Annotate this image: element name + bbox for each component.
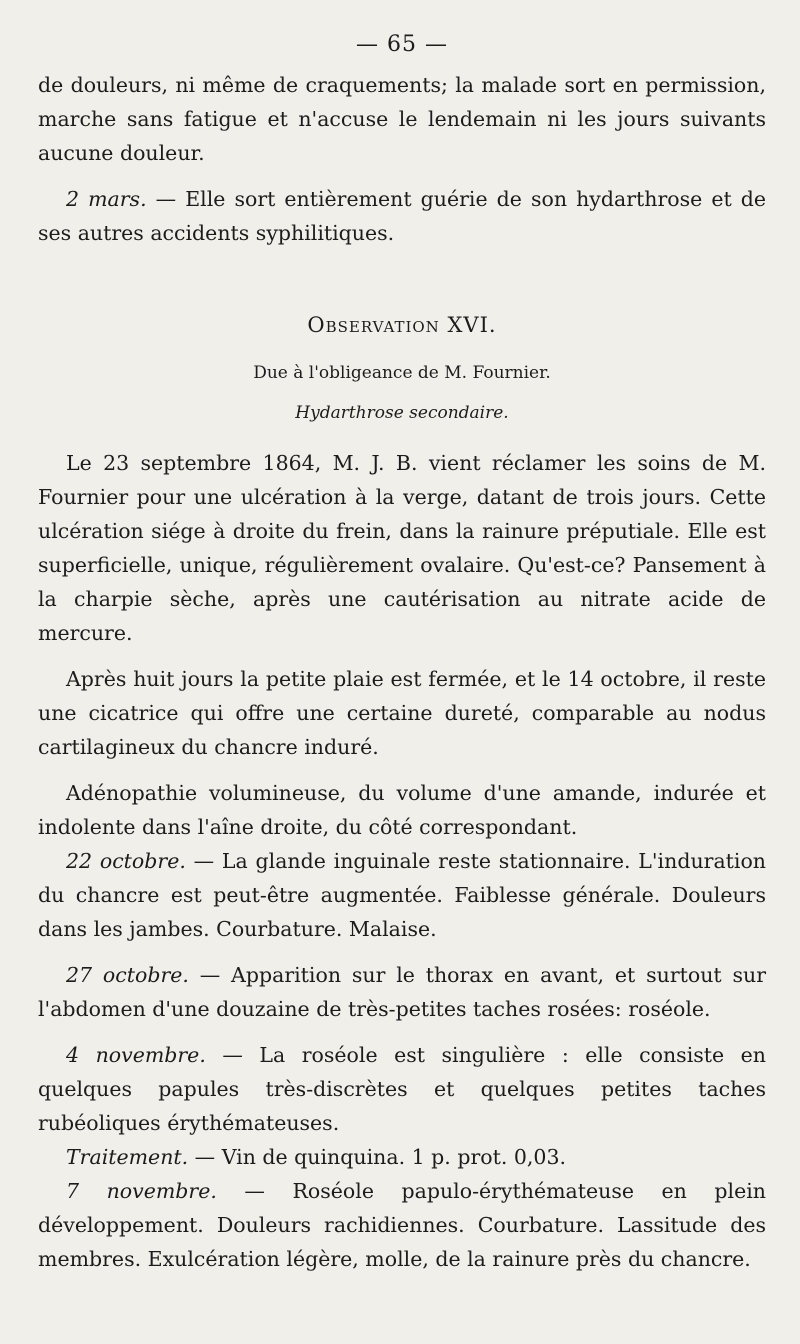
paragraph-date: 27 octobre.: [66, 963, 189, 987]
paragraph-march-2: [38, 182, 766, 250]
paragraph-text: — La roséole est singulière : elle consiste en quelques papules très-discrètes et quelques petites taches rubéoliques érythémateuses.: [38, 1043, 767, 1135]
observation-subheading: Due à l'obligeance de M. Fournier.: [253, 363, 551, 383]
paragraph-nov-7: [38, 1174, 766, 1276]
paragraph-nov-4: [38, 1038, 766, 1140]
page-number: — 65 —: [356, 32, 448, 57]
book-page: [38, 28, 766, 1276]
paragraph-text: — Roséole papulo-érythémateuse en plein développement. Douleurs rachidiennes. Courbature. Lassitude des membres. Exulcération légère, molle, de la rainure près du chancre.: [38, 1179, 766, 1271]
paragraph-adenopathie: [38, 776, 766, 844]
paragraph-traitement: [38, 1140, 766, 1174]
paragraph-text: — Elle sort entièrement guérie de son hydarthrose et de ses autres accidents syphilitiques.: [38, 187, 766, 245]
paragraph-text: de douleurs, ni même de craquements; la malade sort en permission, marche sans fatigue et n'accuse le lendemain ni les jours suivants aucune douleur.: [38, 73, 766, 165]
paragraph-date: 4 novembre.: [66, 1043, 206, 1067]
paragraph-text: Adénopathie volumineuse, du volume d'une amande, indurée et indolente dans l'aîne droite, du côté correspondant.: [38, 781, 766, 839]
paragraph-date: 2 mars.: [66, 187, 147, 211]
paragraph-date: 7 novembre.: [66, 1179, 217, 1203]
observation-title: Hydarthrose secondaire.: [295, 403, 509, 423]
paragraph-intro: [38, 446, 766, 650]
paragraph-oct-27: [38, 958, 766, 1026]
paragraph-continuation: [38, 68, 766, 170]
paragraph-text: — Apparition sur le thorax en avant, et surtout sur l'abdomen d'une douzaine de très-petites taches rosées: roséole.: [38, 963, 766, 1021]
observation-heading: Observation XVI.: [307, 313, 497, 337]
paragraph-oct-22: [38, 844, 766, 946]
paragraph-date: 22 octobre.: [66, 849, 186, 873]
paragraph-text: Après huit jours la petite plaie est fermée, et le 14 octobre, il reste une cicatrice qui offre une certaine dureté, comparable au nodus cartilagineux du chancre induré.: [38, 667, 766, 759]
paragraph-text: Le 23 septembre 1864, M. J. B. vient réclamer les soins de M. Fournier pour une ulcération à la verge, datant de trois jours. Cette ulcération siége à droite du frein, dans la rainure préputiale. Elle est superficielle, unique, régulièrement ovalaire. Qu'est-ce? Pansement à la charpie sèche, après une cautérisation au nitrate acide de mercure.: [38, 451, 766, 645]
paragraph-text: — La glande inguinale reste stationnaire. L'induration du chancre est peut-être augmentée. Faiblesse générale. Douleurs dans les jambes. Courbature. Malaise.: [38, 849, 767, 941]
paragraph-date: Traitement.: [66, 1145, 189, 1169]
paragraph-cicatrice: [38, 662, 766, 764]
paragraph-text: — Vin de quinquina. 1 p. prot. 0,03.: [188, 1145, 567, 1169]
